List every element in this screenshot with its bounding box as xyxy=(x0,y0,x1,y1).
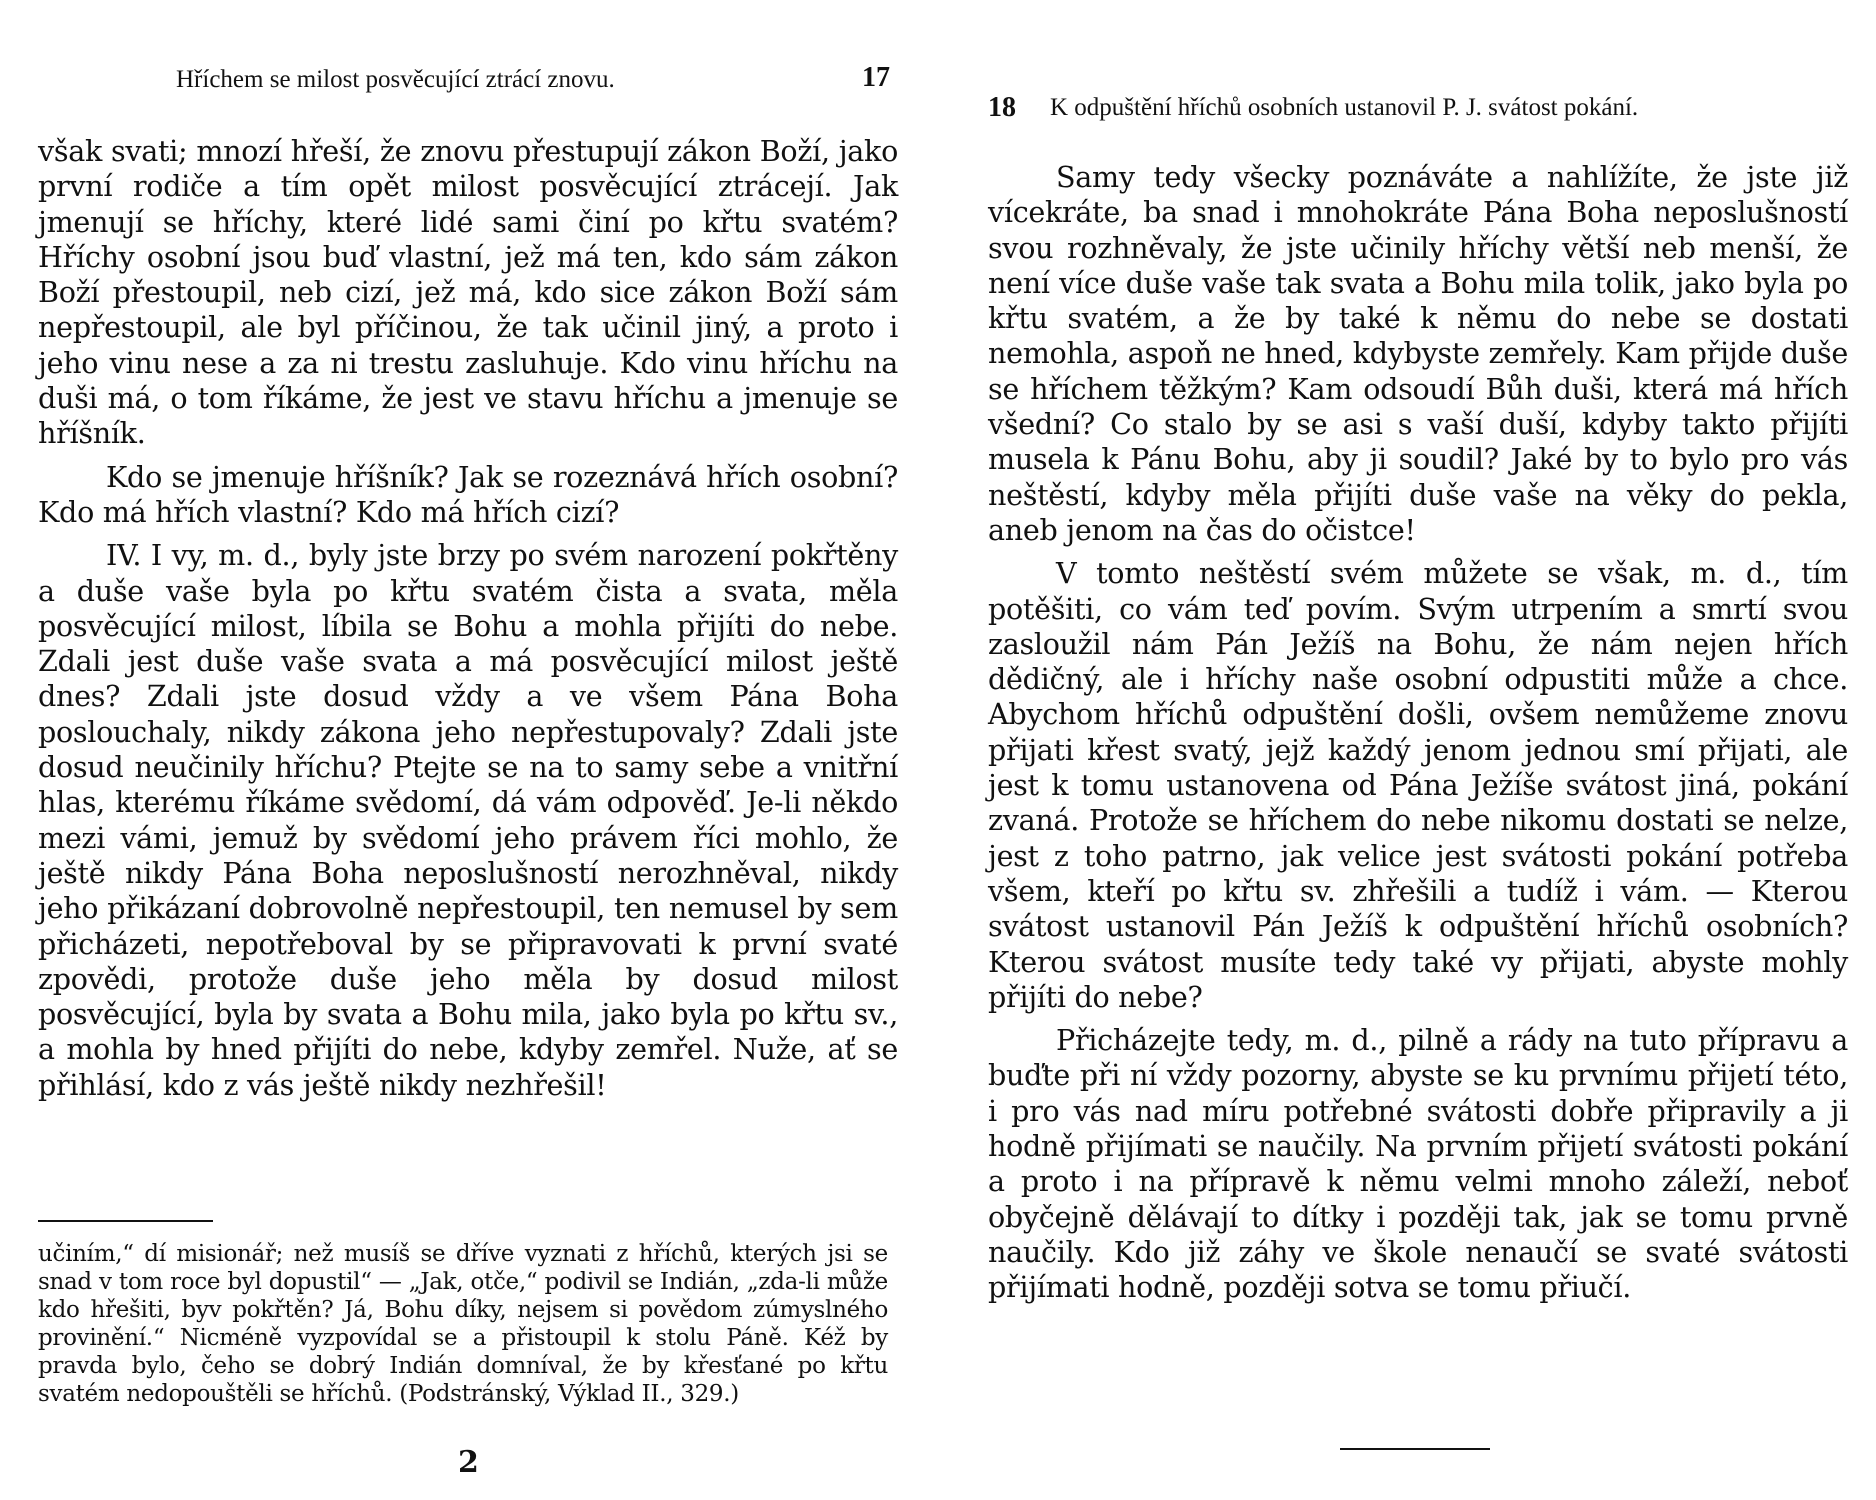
end-divider xyxy=(1340,1448,1490,1450)
footnote-divider xyxy=(38,1220,213,1222)
right-paragraph-1: Samy tedy všecky poznáváte a nahlížíte, že jste již vícekráte, ba snad i mnohokráte Pána Boha neposlušností svou rozhněvaly, že jste učinily hříchy větší neb menší, že není více duše vaše tak svata a Bohu mila tolik, jako byla po křtu svatém, a že by také k němu do nebe se dostati nemohla, aspoň ne hned, kdybyste zemřely. Kam přijde duše se hříchem těžkým? Kam odsoudí Bůh duši, která má hřích všední? Co stalo by se asi s vaší duší, kdyby takto přijíti musela k Pánu Bohu, aby ji soudil? Jaké by to bylo pro vás neštěstí, kdyby měla přijíti duše vaše na věky do pekla, aneb jenom na čas do očistce! xyxy=(988,160,1848,547)
left-footnote: učiním,“ dí misionář; než musíš se dříve vyznati z hříchů, kterých jsi se snad v tom roce byl dopustil“ — „Jak, otče,“ podivil se Indián, „zda-li může kdo hřešiti, byv pokřtěn? Já, Bohu díky, nejsem si povědom zúmyslného provinění.“ Nicméně vyzpovídal se a přistoupil k stolu Páně. Kéž by pravda bylo, čeho se dobrý Indián domníval, že by křesťané po křtu svatém nedopouštěli se hříchů. (Podstránský, Výklad II., 329.) xyxy=(38,1241,888,1407)
right-body-text xyxy=(988,160,1848,1306)
left-page xyxy=(38,0,898,1500)
left-page-number: 17 xyxy=(862,62,890,93)
signature-mark: 2 xyxy=(458,1445,479,1480)
right-page xyxy=(988,0,1848,1500)
left-body-text xyxy=(38,134,898,1103)
right-paragraph-2: V tomto neštěstí svém můžete se však, m. d., tím potěšiti, co vám teď povím. Svým utrpením a smrtí svou zasloužil nám Pán Ježíš na Bohu, že nám nejen hřích dědičný, ale i hříchy naše osobní odpustiti může a chce. Abychom hříchů odpuštění došli, ovšem nemůžeme znovu přijati křest svatý, jejž každý jenom jednou smí přijati, ale jest k tomu ustanovena od Pána Ježíše svátost jiná, pokání zvaná. Protože se hříchem do nebe nikomu dostati se nelze, jest z toho patrno, jak velice jest svátosti pokání potřeba všem, kteří po křtu sv. zhřešili a tudíž i vám. — Kterou svátost ustanovil Pán Ježíš k odpuštění hříchů osobních? Kterou svátost musíte tedy také vy přijati, abyste mohly přijíti do nebe? xyxy=(988,556,1848,1014)
right-page-number: 18 xyxy=(988,92,1016,123)
right-paragraph-3: Přicházejte tedy, m. d., pilně a rády na tuto přípravu a buďte při ní vždy pozorny, abyste se ku prvnímu přijetí této, i pro vás nad míru potřebné svátosti dobře připravily a ji hodně přijímati se naučily. Na prvním přijetí svátosti pokání a proto i na přípravě k němu velmi mnoho záleží, neboť obyčejně dělávají to dítky i později tak, jak se tomu prvně naučily. Kdo již záhy ve škole nenaučí se svaté svátosti přijímati hodně, později sotva se tomu přiučí. xyxy=(988,1023,1848,1305)
left-paragraph-2: Kdo se jmenuje hříšník? Jak se rozeznává hřích osobní? Kdo má hřích vlastní? Kdo má hřích cizí? xyxy=(38,459,898,529)
right-running-title: K odpuštění hříchů osobních ustanovil P. J. svátost pokání. xyxy=(1050,94,1639,121)
left-paragraph-3: IV. I vy, m. d., byly jste brzy po svém narození pokřtěny a duše vaše byla po křtu svatém čista a svata, měla posvěcující milost, líbila se Bohu a mohla přijíti do nebe. Zdali jest duše vaše svata a má posvěcující milost ještě dnes? Zdali jste dosud vždy a ve všem Pána Boha poslouchaly, nikdy zákona jeho nepřestupovaly? Zdali jste dosud neučinily hříchu? Ptejte se na to samy sebe a vnitřní hlas, kterému říkáme svědomí, dá vám odpověď. Je-li někdo mezi vámi, jemuž by svědomí jeho právem říci mohlo, že ještě nikdy Pána Boha neposlušností nerozhněval, nikdy jeho přikázaní dobrovolně nepřestoupil, ten nemusel by sem přicházeti, nepotřeboval by se připravovati k první svaté zpovědi, protože duše jeho měla by dosud milost posvěcující, byla by svata a Bohu mila, jako byla po křtu sv., a mohla by hned přijíti do nebe, kdyby zemřel. Nuže, ať se přihlásí, kdo z vás ještě nikdy nezhřešil! xyxy=(38,538,898,1102)
left-running-title: Hříchem se milost posvěcující ztrácí znovu. xyxy=(176,66,615,93)
left-paragraph-1: však svati; mnozí hřeší, že znovu přestupují zákon Boží, jako první rodiče a tím opět milost posvěcující ztrácejí. Jak jmenují se hříchy, které lidé sami činí po křtu svatém? Hříchy osobní jsou buď vlastní, jež má ten, kdo sám zákon Boží přestoupil, neb cizí, jež má, kdo sice zákon Boží sám nepřestoupil, ale byl příčinou, že tak učinil jiný, a proto i jeho vinu nese a za ni trestu zasluhuje. Kdo vinu hříchu na duši má, o tom říkáme, že jest ve stavu hříchu a jmenuje se hříšník. xyxy=(38,134,898,451)
